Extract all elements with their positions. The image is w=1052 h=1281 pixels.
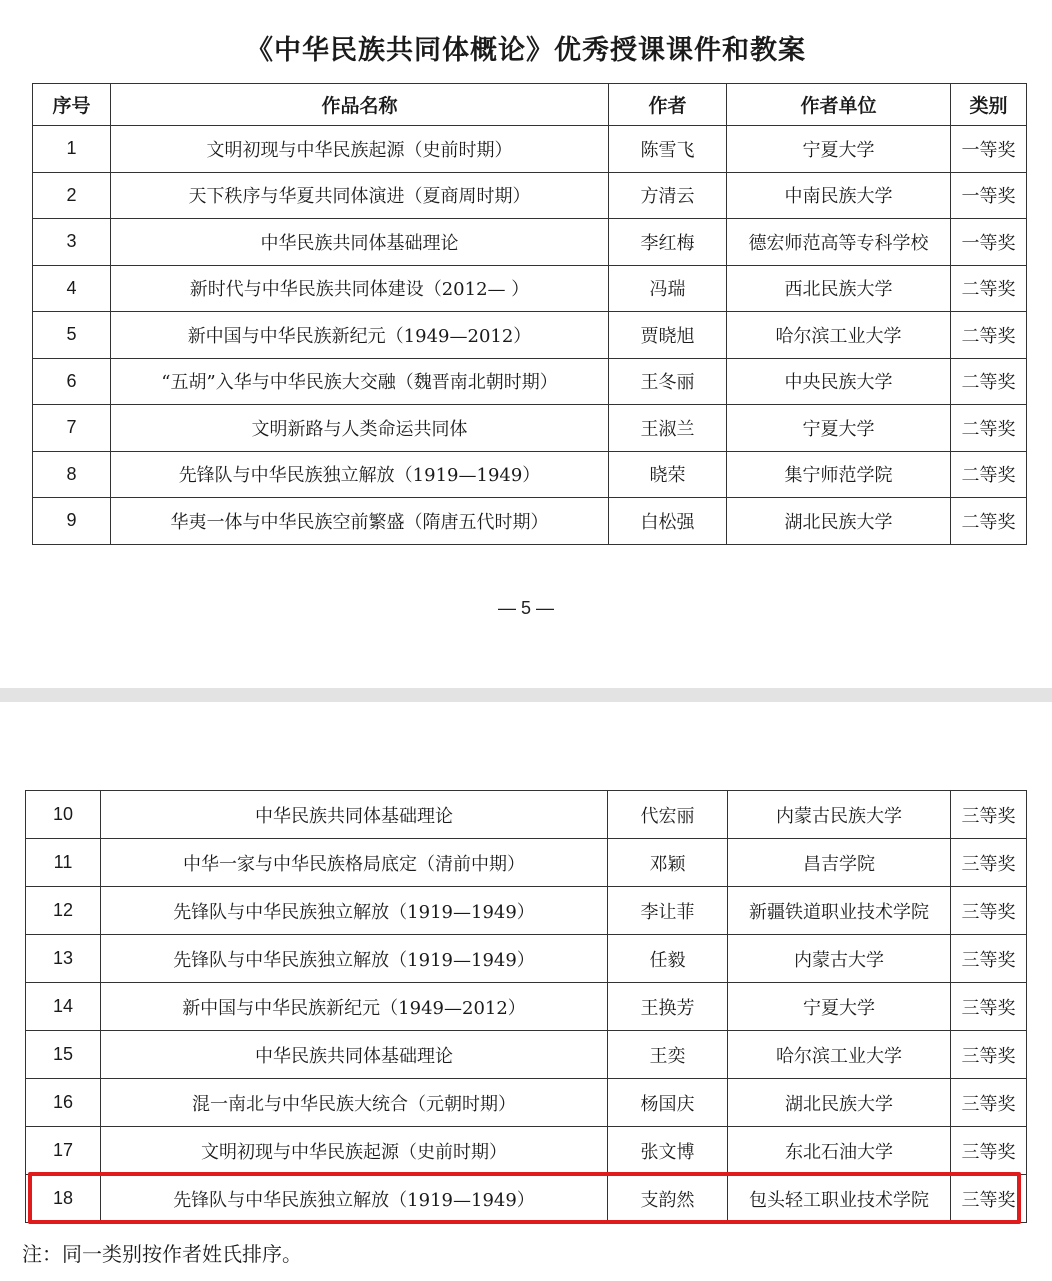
category-cell: 二等奖	[951, 312, 1027, 359]
author-unit-cell: 昌吉学院	[728, 839, 951, 887]
author-unit-cell: 宁夏大学	[728, 983, 951, 1031]
author-cell: 冯瑞	[609, 265, 727, 312]
category-cell: 三等奖	[951, 1079, 1027, 1127]
category-cell: 三等奖	[951, 887, 1027, 935]
author-unit-cell: 中央民族大学	[727, 358, 951, 405]
work-title-cell: 中华一家与中华民族格局底定（清前中期）	[101, 839, 608, 887]
author-cell: 代宏丽	[608, 791, 728, 839]
table-row	[26, 839, 1027, 887]
serial-number-cell: 1	[33, 126, 111, 173]
serial-number-cell: 3	[33, 219, 111, 266]
serial-number-cell: 4	[33, 265, 111, 312]
author-unit-cell: 内蒙古民族大学	[728, 791, 951, 839]
author-unit-cell: 内蒙古大学	[728, 935, 951, 983]
category-cell: 三等奖	[951, 1127, 1027, 1175]
serial-number-cell: 16	[26, 1079, 101, 1127]
author-unit-cell: 集宁师范学院	[727, 451, 951, 498]
serial-number-cell: 17	[26, 1127, 101, 1175]
author-unit-cell: 西北民族大学	[727, 265, 951, 312]
author-unit-cell: 东北石油大学	[728, 1127, 951, 1175]
table-row	[33, 405, 1027, 452]
author-cell: 贾晓旭	[609, 312, 727, 359]
table-row	[33, 358, 1027, 405]
serial-number-cell: 15	[26, 1031, 101, 1079]
work-title-cell: 文明初现与中华民族起源（史前时期）	[101, 1127, 608, 1175]
work-title-cell: 文明新路与人类命运共同体	[111, 405, 609, 452]
header-author: 作者	[609, 84, 727, 126]
table-row	[33, 219, 1027, 266]
table-row	[33, 265, 1027, 312]
author-cell: 晓荣	[609, 451, 727, 498]
author-cell: 王冬丽	[609, 358, 727, 405]
work-title-cell: 天下秩序与华夏共同体演进（夏商周时期）	[111, 172, 609, 219]
author-unit-cell: 湖北民族大学	[727, 498, 951, 545]
header-work-title: 作品名称	[111, 84, 609, 126]
category-cell: 三等奖	[951, 839, 1027, 887]
serial-number-cell: 18	[26, 1175, 101, 1223]
serial-number-cell: 2	[33, 172, 111, 219]
author-unit-cell: 中南民族大学	[727, 172, 951, 219]
work-title-cell: 混一南北与中华民族大统合（元朝时期）	[101, 1079, 608, 1127]
category-cell: 三等奖	[951, 1175, 1027, 1223]
category-cell: 一等奖	[951, 126, 1027, 173]
table-row	[26, 1127, 1027, 1175]
category-cell: 三等奖	[951, 935, 1027, 983]
author-cell: 杨国庆	[608, 1079, 728, 1127]
highlight-box-row-18	[28, 1172, 1021, 1224]
work-title-cell: 中华民族共同体基础理论	[111, 219, 609, 266]
work-title-cell: 华夷一体与中华民族空前繁盛（隋唐五代时期）	[111, 498, 609, 545]
table-row	[33, 126, 1027, 173]
category-cell: 二等奖	[951, 498, 1027, 545]
work-title-cell: 先锋队与中华民族独立解放（1919—1949）	[101, 887, 608, 935]
work-title-cell: 中华民族共同体基础理论	[101, 1031, 608, 1079]
serial-number-cell: 12	[26, 887, 101, 935]
header-category: 类别	[951, 84, 1027, 126]
author-cell: 白松强	[609, 498, 727, 545]
category-cell: 二等奖	[951, 405, 1027, 452]
table-row	[26, 1031, 1027, 1079]
author-cell: 李让菲	[608, 887, 728, 935]
page-number: — 5 —	[497, 598, 554, 618]
category-cell: 二等奖	[951, 451, 1027, 498]
author-cell: 张文博	[608, 1127, 728, 1175]
serial-number-cell: 8	[33, 451, 111, 498]
author-cell: 任毅	[608, 935, 728, 983]
table-row	[26, 1079, 1027, 1127]
category-cell: 二等奖	[951, 358, 1027, 405]
serial-number-cell: 9	[33, 498, 111, 545]
table-row	[26, 983, 1027, 1031]
table-row	[33, 498, 1027, 545]
category-cell: 三等奖	[951, 791, 1027, 839]
awards-table-page-6	[25, 790, 1027, 1223]
author-cell: 方清云	[609, 172, 727, 219]
work-title-cell: 先锋队与中华民族独立解放（1919—1949）	[101, 1175, 608, 1223]
author-unit-cell: 德宏师范高等专科学校	[727, 219, 951, 266]
category-cell: 三等奖	[951, 983, 1027, 1031]
work-title-cell: 先锋队与中华民族独立解放（1919—1949）	[111, 451, 609, 498]
table-row	[33, 172, 1027, 219]
author-cell: 王换芳	[608, 983, 728, 1031]
category-cell: 一等奖	[951, 219, 1027, 266]
serial-number-cell: 7	[33, 405, 111, 452]
table-row	[33, 312, 1027, 359]
table-row	[33, 451, 1027, 498]
document-title: 《中华民族共同体概论》优秀授课课件和教案	[246, 35, 806, 66]
author-unit-cell: 哈尔滨工业大学	[728, 1031, 951, 1079]
footnote: 注：同一类别按作者姓氏排序。	[22, 1242, 302, 1266]
serial-number-cell: 11	[26, 839, 101, 887]
table-header-row	[33, 84, 1027, 126]
author-unit-cell: 宁夏大学	[727, 405, 951, 452]
category-cell: 一等奖	[951, 172, 1027, 219]
work-title-cell: 新时代与中华民族共同体建设（2012— ）	[111, 265, 609, 312]
table-row	[26, 935, 1027, 983]
table-row	[26, 791, 1027, 839]
author-cell: 支韵然	[608, 1175, 728, 1223]
serial-number-cell: 6	[33, 358, 111, 405]
author-unit-cell: 宁夏大学	[727, 126, 951, 173]
author-cell: 邓颖	[608, 839, 728, 887]
work-title-cell: 新中国与中华民族新纪元（1949—2012）	[101, 983, 608, 1031]
work-title-cell: 中华民族共同体基础理论	[101, 791, 608, 839]
author-cell: 王淑兰	[609, 405, 727, 452]
work-title-cell: “五胡”入华与中华民族大交融（魏晋南北朝时期）	[111, 358, 609, 405]
author-cell: 李红梅	[609, 219, 727, 266]
author-unit-cell: 哈尔滨工业大学	[727, 312, 951, 359]
author-unit-cell: 湖北民族大学	[728, 1079, 951, 1127]
awards-table-page-5	[32, 83, 1027, 545]
header-author-unit: 作者单位	[727, 84, 951, 126]
page-separator	[0, 688, 1052, 702]
table-row	[26, 887, 1027, 935]
author-unit-cell: 包头轻工职业技术学院	[728, 1175, 951, 1223]
serial-number-cell: 10	[26, 791, 101, 839]
header-serial-number: 序号	[33, 84, 111, 126]
work-title-cell: 新中国与中华民族新纪元（1949—2012）	[111, 312, 609, 359]
serial-number-cell: 14	[26, 983, 101, 1031]
category-cell: 三等奖	[951, 1031, 1027, 1079]
author-cell: 王奕	[608, 1031, 728, 1079]
work-title-cell: 文明初现与中华民族起源（史前时期）	[111, 126, 609, 173]
category-cell: 二等奖	[951, 265, 1027, 312]
serial-number-cell: 5	[33, 312, 111, 359]
work-title-cell: 先锋队与中华民族独立解放（1919—1949）	[101, 935, 608, 983]
author-cell: 陈雪飞	[609, 126, 727, 173]
author-unit-cell: 新疆铁道职业技术学院	[728, 887, 951, 935]
serial-number-cell: 13	[26, 935, 101, 983]
